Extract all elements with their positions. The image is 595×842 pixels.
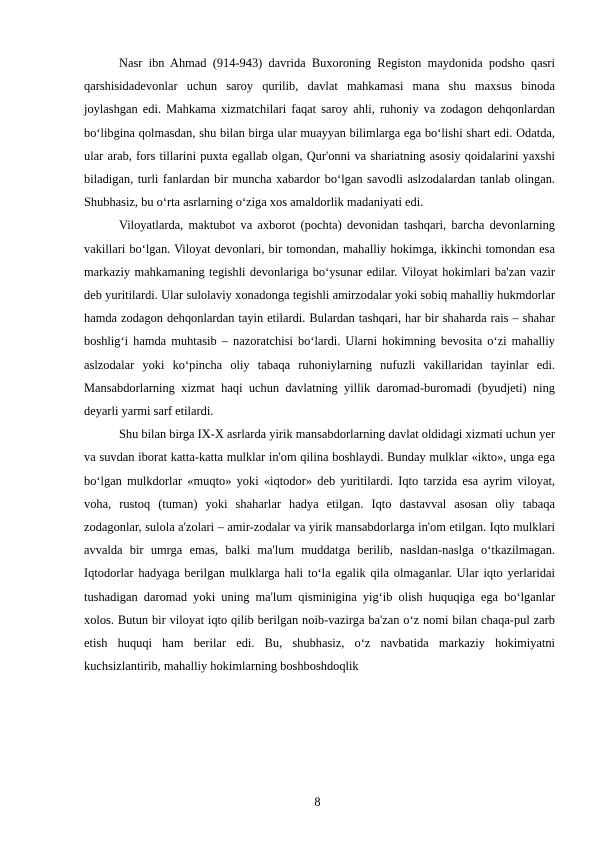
- paragraph: Shu bilan birga IX-X asrlarda yirik mansabdorlarning davlat oldidagi xizmati uchun yer va suvdan iborat katta-katta mulklar in'om qilina boshlaydi. Bunday mulklar «ikto», unga ega bo‘lgan mulkdorlar «muqto» yoki «iqtodor» deb yuritilardi. Iqto tarzida esa ayrim viloyat, voha, rustoq (tuman) yoki shaharlar hadya etilgan. Iqto dastavval asosan oliy tabaqa zodagonlar, sulola a'zolari – amir-zodalar va yirik mansabdorlarga in'om etilgan. Iqto mulklari avvalda bir umrga emas, balki ma'lum muddatga berilib, nasldan-naslga o‘tkazilmagan. Iqtodorlar hadyaga berilgan mulklarga hali to‘la egalik qila olmaganlar. Ular iqto yerlaridai tushadigan daromad yoki uning ma'lum qisminigina yig‘ib olish huquqiga ega bo‘lganlar xolos. Butun bir viloyat iqto qilib berilgan noib-vazirga ba'zan o‘z nomi bilan chaqa-pul zarb etish huquqi ham berilar edi. Bu, shubhasiz, o‘z navbatida markaziy hokimiyatni kuchsizlantirib, mahalliy hokimlarning boshboshdoqlik: [84, 427, 555, 674]
- paragraph: Nasr ibn Ahmad (914-943) davrida Buxoroning Registon maydonida podsho qasri qarshisidadevonlar uchun saroy qurilib, davlat mahkamasi mana shu maxsus binoda joylashgan edi. Mahkama xizmatchilari faqat saroy ahli, ruhoniy va zodagon dehqonlardan bo‘libgina qolmasdan, shu bilan birga ular muayyan bilimlarga ega bo‘lishi shart edi. Odatda, ular arab, fors tillarini puxta egallab olgan, Qur'onni va shariatning asosiy qoidalarini yaxshi biladigan, turli fanlardan bir muncha xabardor bo‘lgan savodli aslzodalardan tanlab olingan. Shubhasiz, bu o‘rta asrlarning o‘ziga xos amaldorlik madaniyati edi.: [84, 56, 555, 210]
- document-page: [84, 52, 555, 678]
- paragraph: Viloyatlarda, maktubot va axborot (pochta) devonidan tashqari, barcha devonlarning vakillari bo‘lgan. Viloyat devonlari, bir tomondan, mahalliy hokimga, ikkinchi tomondan esa markaziy mahkamaning tegishli devonlariga bo‘ysunar edilar. Viloyat hokimlari ba'zan vazir deb yuritilardi. Ular sulolaviy xonadonga tegishli amirzodalar yoki sobiq mahalliy hukmdorlar hamda zodagon dehqonlardan tayin etilardi. Bulardan tashqari, har bir shaharda rais – shahar boshlig‘i hamda muhtasib – nazoratchisi bo‘lardi. Ularni hokimning bevosita o‘zi mahalliy aslzodalar yoki ko‘pincha oliy tabaqa ruhoniylarning nufuzli vakillaridan tayinlar edi. Mansabdorlarning xizmat haqi uchun davlatning yillik daromad-buromadi (byudjeti) ning deyarli yarmi sarf etilardi.: [84, 218, 555, 419]
- page-number: 8: [314, 795, 321, 809]
